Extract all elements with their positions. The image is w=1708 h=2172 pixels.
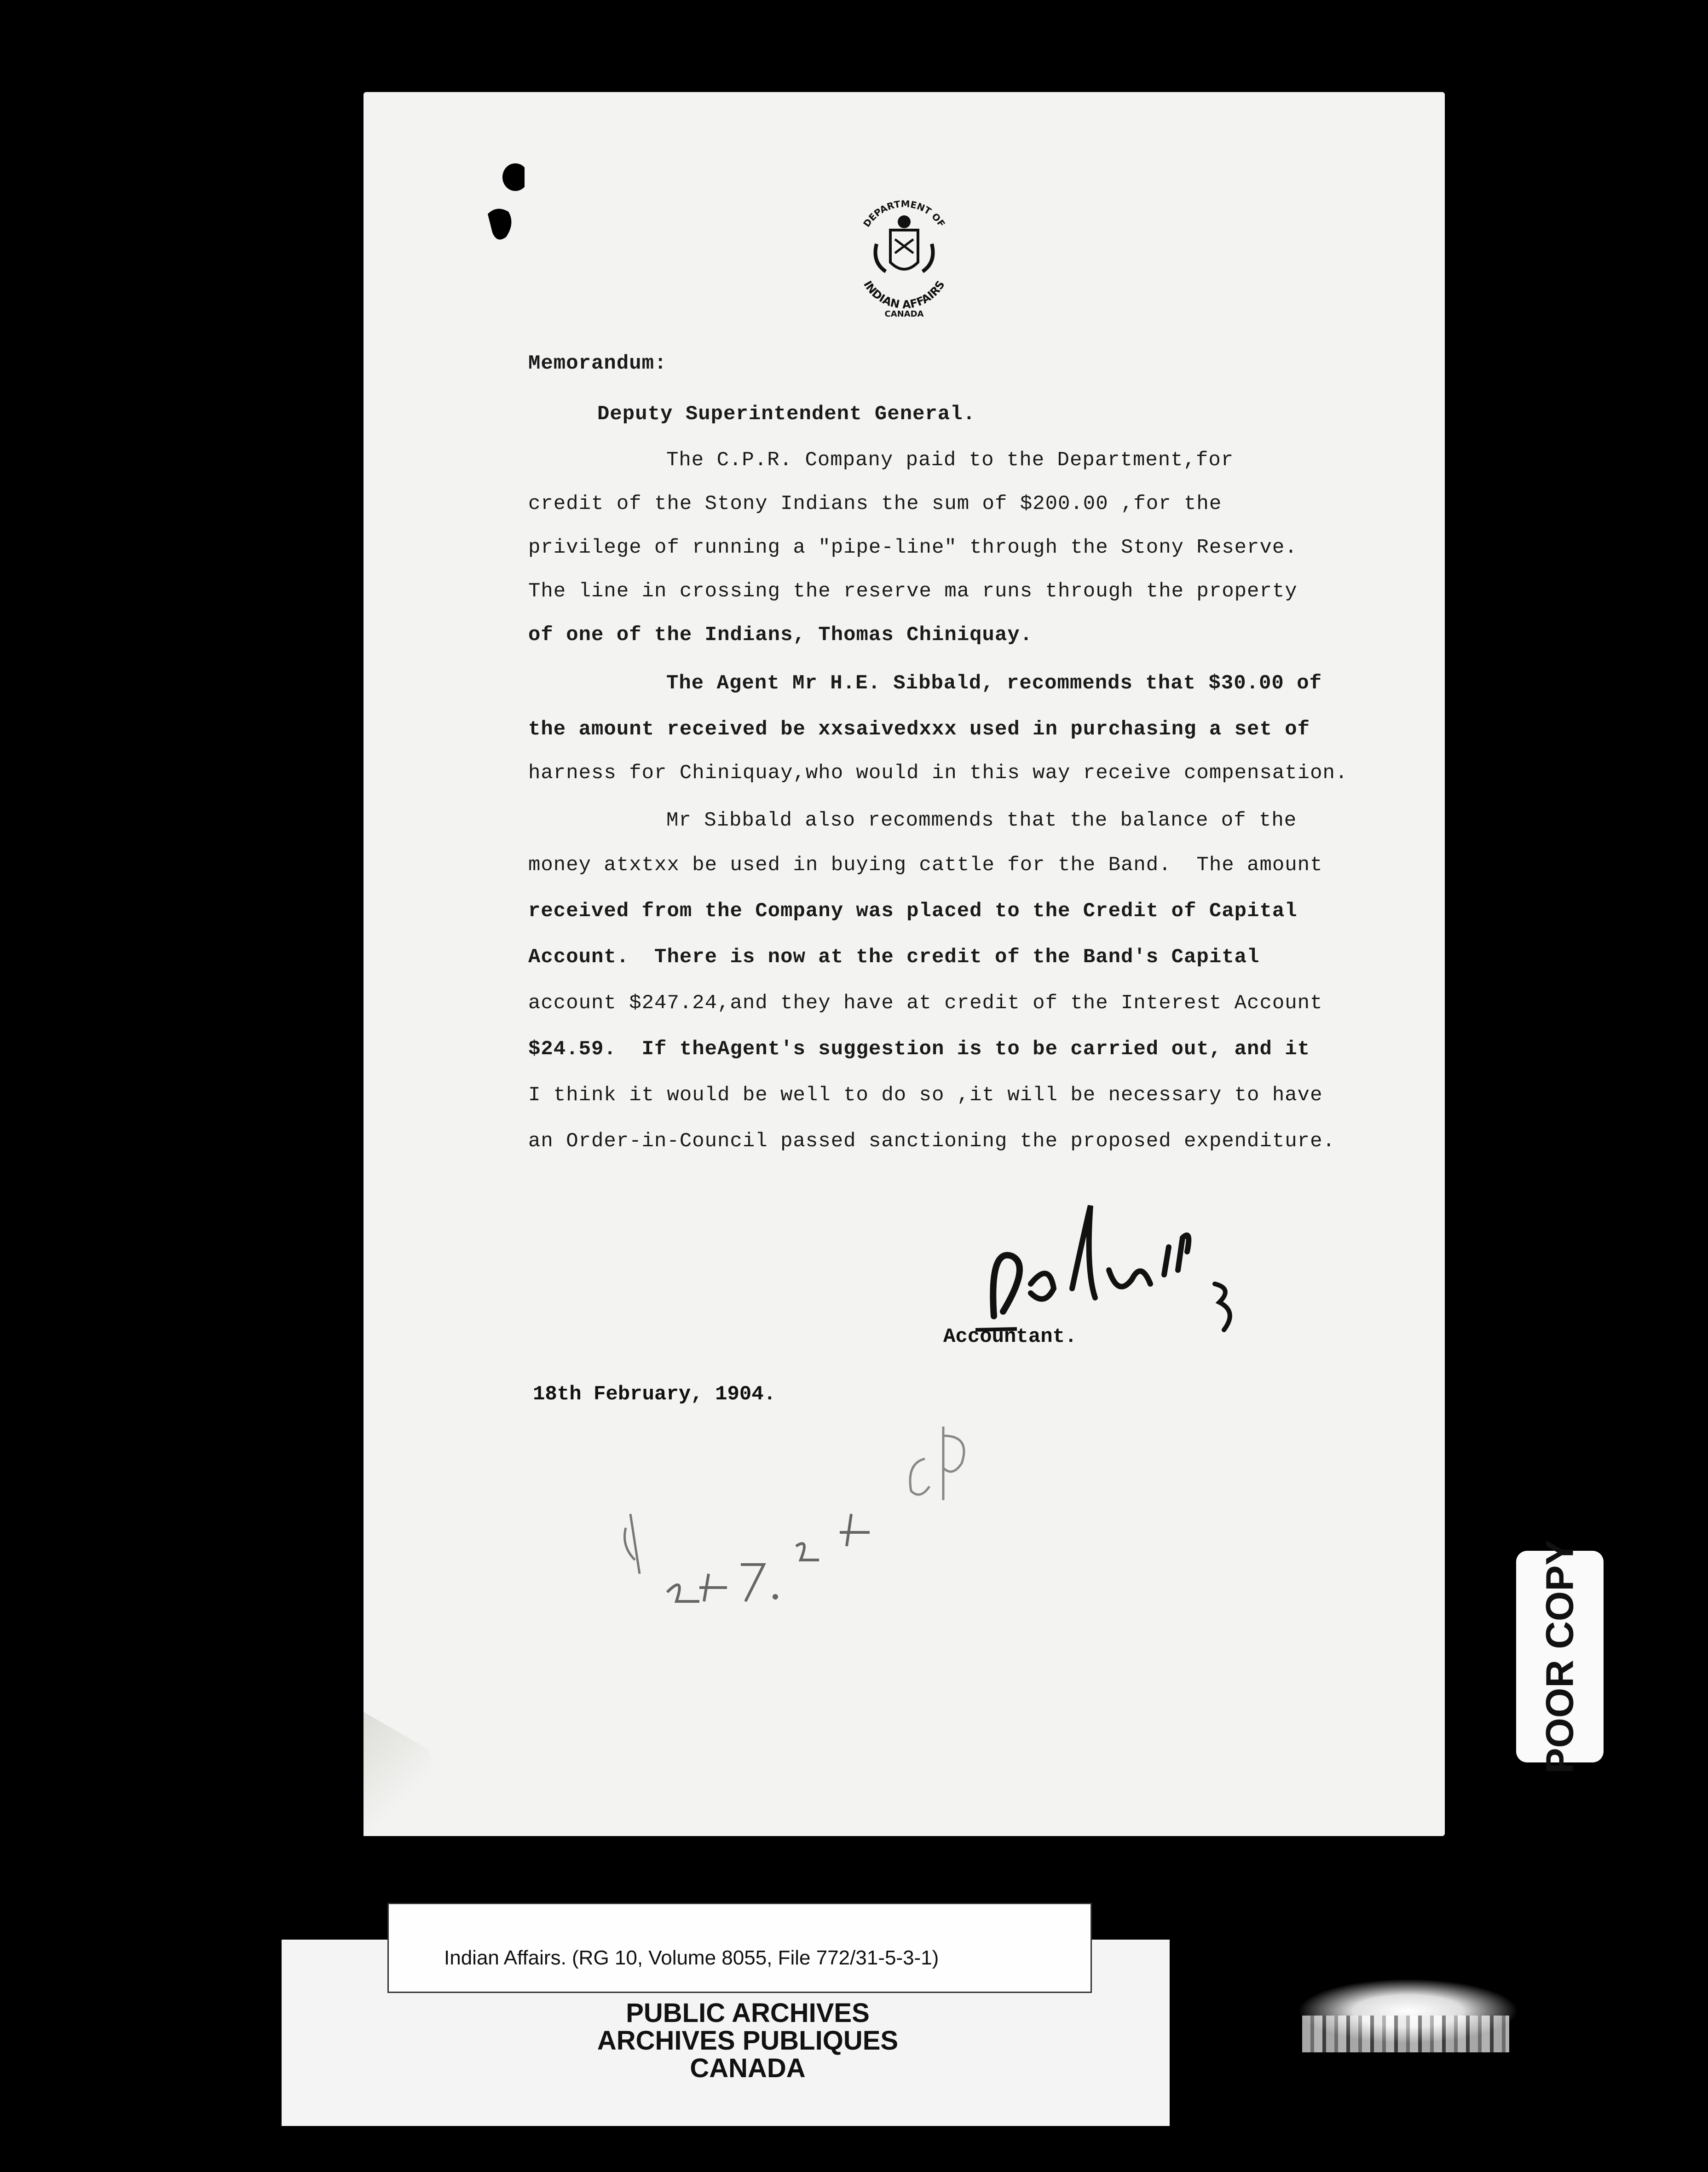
body-line: of one of the Indians, Thomas Chiniquay. (528, 624, 1033, 647)
body-line: money atxtxx be used in buying cattle for the Band. The amount (528, 854, 1323, 877)
memo-date: 18th February, 1904. (533, 1383, 776, 1406)
archive-names (460, 1999, 1035, 2082)
body-line: harness for Chiniquay,who would in this way receive compensation. (528, 762, 1348, 785)
body-line: received from the Company was placed to the Credit of Capital (528, 900, 1298, 923)
body-line: The line in crossing the reserve ma runs through the property (528, 580, 1298, 603)
coat-of-arms-icon (876, 215, 933, 272)
pencil-annotation-icon (594, 1399, 1044, 1620)
poor-copy-stamp (1516, 1539, 1604, 1774)
body-line: credit of the Stony Indians the sum of $200.00 ,for the (528, 492, 1222, 515)
body-line: The C.P.R. Company paid to the Department,for (666, 449, 1234, 472)
body-line: an Order-in-Council passed sanctioning the proposed expenditure. (528, 1130, 1335, 1153)
department-seal (844, 193, 964, 322)
punch-hole-marks (483, 159, 525, 251)
body-line: I think it would be well to do so ,it will be necessary to have (528, 1084, 1323, 1107)
body-line: the amount received be xxsaivedxxx used in purchasing a set of (528, 718, 1310, 741)
scan-artifact (1302, 2016, 1509, 2052)
signature-title: Accountant. (943, 1325, 1077, 1348)
body-line: privilege of running a "pipe-line" through the Stony Reserve. (528, 536, 1298, 559)
archive-name-country: CANADA (690, 2053, 806, 2083)
seal-bottom-text: INDIAN AFFAIRS (861, 278, 947, 312)
seal-sub-text: CANADA (884, 309, 924, 319)
archive-name-english: PUBLIC ARCHIVES (626, 1998, 870, 2028)
body-line: account $247.24,and they have at credit of the Interest Account (528, 992, 1323, 1015)
body-line: $24.59. If theAgent's suggestion is to be carried out, and it (528, 1038, 1310, 1061)
archive-name-french: ARCHIVES PUBLIQUES (597, 2026, 899, 2056)
body-line: Account. There is now at the credit of the Band's Capital (528, 946, 1260, 969)
body-line: Mr Sibbald also recommends that the balance of the (666, 809, 1297, 832)
svg-text:INDIAN AFFAIRS (861, 278, 947, 311)
memo-addressee: Deputy Superintendent General. (597, 403, 976, 426)
handwritten-signature (975, 1178, 1252, 1344)
archive-reference: Indian Affairs. (RG 10, Volume 8055, File 772/31-5-3-1) (444, 1947, 939, 1969)
poor-copy-label: POOR COPY (1538, 1539, 1581, 1774)
memo-label: Memorandum: (528, 352, 667, 375)
body-line: The Agent Mr H.E. Sibbald, recommends that $30.00 of (666, 672, 1322, 695)
seal-top-text: DEPARTMENT OF (861, 198, 947, 229)
